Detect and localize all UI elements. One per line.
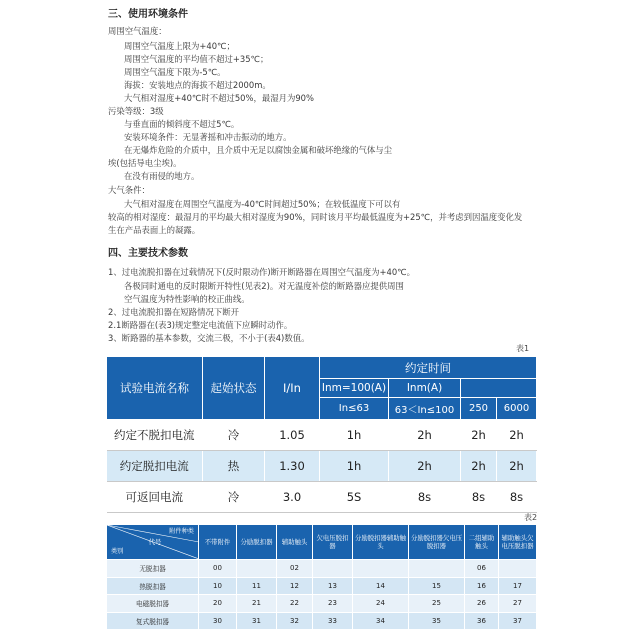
col-header: 不带附件	[199, 525, 237, 560]
cell	[237, 560, 277, 578]
row-state: 冷	[203, 420, 265, 451]
row-c2: 8s	[389, 482, 461, 513]
col-header: 欠电压脱扣器	[313, 525, 353, 560]
header-test-current-name: 试验电流名称	[107, 357, 203, 420]
table2	[106, 524, 537, 630]
corner-bottom-label: 类别	[111, 548, 124, 555]
table-row	[107, 560, 537, 578]
row-c2: 2h	[389, 451, 461, 482]
text-line: 周围空气温度上限为+40℃；	[124, 41, 235, 51]
corner-top-label: 附件种类	[169, 528, 194, 535]
row-c3: 8s	[461, 482, 497, 513]
cell: 22	[277, 595, 313, 613]
cell: 13	[313, 577, 353, 595]
row-ratio: 3.0	[265, 482, 320, 513]
cell: 26	[465, 595, 499, 613]
cell: 33	[313, 612, 353, 630]
header-c4: 6000	[497, 398, 537, 420]
cell: 31	[237, 612, 277, 630]
row-c3: 2h	[461, 451, 497, 482]
row-c3: 2h	[461, 420, 497, 451]
text-line: 在没有雨侵的地方。	[124, 171, 200, 181]
row-c1: 1h	[320, 451, 389, 482]
table-row	[107, 612, 537, 630]
cell: 25	[409, 595, 465, 613]
text-line: 海拔：安装地点的海拔不超过2000m。	[124, 80, 271, 90]
text-line: 大气相对湿度在周围空气温度为-40℃时间超过50%；在较低温度下可以有	[124, 199, 401, 209]
header-inm: Inm(A)	[389, 379, 461, 398]
text-line: 安装环境条件：无显著摇和冲击振动的地方。	[124, 132, 292, 142]
header-c1: In≤63	[320, 398, 389, 420]
corner-middle-label: 代号	[148, 538, 162, 546]
col-header: 二组辅助触头	[465, 525, 499, 560]
text-line: 在无爆炸危险的介质中，且介质中无足以腐蚀金属和破坏绝缘的气体与尘	[124, 145, 392, 155]
row-ratio: 1.05	[265, 420, 320, 451]
table-row	[107, 420, 537, 451]
text-line: 大气条件：	[108, 185, 150, 195]
corner-header	[107, 525, 199, 560]
header-initial-state: 起始状态	[203, 357, 265, 420]
table1	[106, 356, 537, 513]
table-row	[107, 451, 537, 482]
col-header: 辅助触头欠电压脱扣器	[499, 525, 537, 560]
row-c4: 8s	[497, 482, 537, 513]
text-line: 2.1断路器在(表3)规定整定电流值下应瞬时动作。	[108, 320, 293, 330]
table2-caption: 表2	[524, 513, 538, 522]
row-ratio: 1.30	[265, 451, 320, 482]
header-blank	[461, 379, 537, 398]
table-row	[107, 482, 537, 513]
cell: 06	[465, 560, 499, 578]
header-c3: 250	[461, 398, 497, 420]
col-header: 辅助触头	[277, 525, 313, 560]
cell: 10	[199, 577, 237, 595]
cell: 35	[409, 612, 465, 630]
cell	[313, 560, 353, 578]
text-line: 周围空气温度的平均值不超过+35℃；	[124, 54, 269, 64]
section4-heading: 四、主要技术参数	[108, 248, 188, 259]
row-category: 无脱扣器	[107, 560, 199, 578]
cell	[499, 560, 537, 578]
text-line: 3、断路器的基本参数，交流三极，不小于(表4)数值。	[108, 333, 310, 343]
cell: 24	[353, 595, 409, 613]
text-line: 各极同时通电的反时限断开特性(见表2)。对无温度补偿的断路器应提供周围	[124, 281, 404, 291]
text-line: 较高的相对湿度：最湿月的平均最大相对湿度为90%，同时该月平均最低温度为+25℃，并考虑到因温度变化发	[108, 212, 523, 222]
cell: 36	[465, 612, 499, 630]
cell: 23	[313, 595, 353, 613]
row-c4: 2h	[497, 451, 537, 482]
header-agreed-time: 约定时间	[320, 357, 537, 379]
row-category: 电磁脱扣器	[107, 595, 199, 613]
cell: 30	[199, 612, 237, 630]
cell	[353, 560, 409, 578]
header-c2: 63＜In≤100	[389, 398, 461, 420]
text-line: 1、过电流脱扣器在过载情况下(反时限动作)断开断路器在周围空气温度为+40℃。	[108, 267, 415, 277]
row-c4: 2h	[497, 420, 537, 451]
row-name: 可返回电流	[107, 482, 203, 513]
row-category: 复式脱扣器	[107, 612, 199, 630]
cell: 15	[409, 577, 465, 595]
text-line: 空气温度为特性影响的校正曲线。	[124, 294, 250, 304]
text-line: 与垂直面的倾斜度不超过5℃。	[124, 119, 240, 129]
table-row	[107, 595, 537, 613]
cell: 37	[499, 612, 537, 630]
col-header: 分励脱扣器欠电压脱扣器	[409, 525, 465, 560]
row-category: 热脱扣器	[107, 577, 199, 595]
header-i-in: I/In	[265, 357, 320, 420]
table-row	[107, 577, 537, 595]
cell: 27	[499, 595, 537, 613]
header-inm100: Inm=100(A)	[320, 379, 389, 398]
text-line: 污染等级：3级	[108, 106, 164, 116]
cell: 20	[199, 595, 237, 613]
section3-heading: 三、使用环境条件	[108, 9, 188, 20]
cell: 00	[199, 560, 237, 578]
cell: 16	[465, 577, 499, 595]
cell: 11	[237, 577, 277, 595]
cell: 34	[353, 612, 409, 630]
cell: 14	[353, 577, 409, 595]
cell: 21	[237, 595, 277, 613]
cell: 12	[277, 577, 313, 595]
cell: 17	[499, 577, 537, 595]
text-line: 埃(包括导电尘埃)。	[108, 158, 182, 168]
row-name: 约定脱扣电流	[107, 451, 203, 482]
table1-caption: 表1	[516, 344, 530, 353]
text-line: 生在产品表面上的凝露。	[108, 225, 201, 235]
cell: 02	[277, 560, 313, 578]
row-c1: 5S	[320, 482, 389, 513]
row-c2: 2h	[389, 420, 461, 451]
col-header: 分励脱扣器辅助触头	[353, 525, 409, 560]
col-header: 分励脱扣器	[237, 525, 277, 560]
cell	[409, 560, 465, 578]
text-line: 大气相对湿度+40℃时不超过50%，最湿月为90%	[124, 93, 314, 103]
text-line: 周围空气温度下限为-5℃。	[124, 67, 226, 77]
row-c1: 1h	[320, 420, 389, 451]
text-line: 周围空气温度：	[108, 26, 167, 36]
row-name: 约定不脱扣电流	[107, 420, 203, 451]
text-line: 2、过电流脱扣器在短路情况下断开	[108, 307, 239, 317]
row-state: 冷	[203, 482, 265, 513]
row-state: 热	[203, 451, 265, 482]
cell: 32	[277, 612, 313, 630]
